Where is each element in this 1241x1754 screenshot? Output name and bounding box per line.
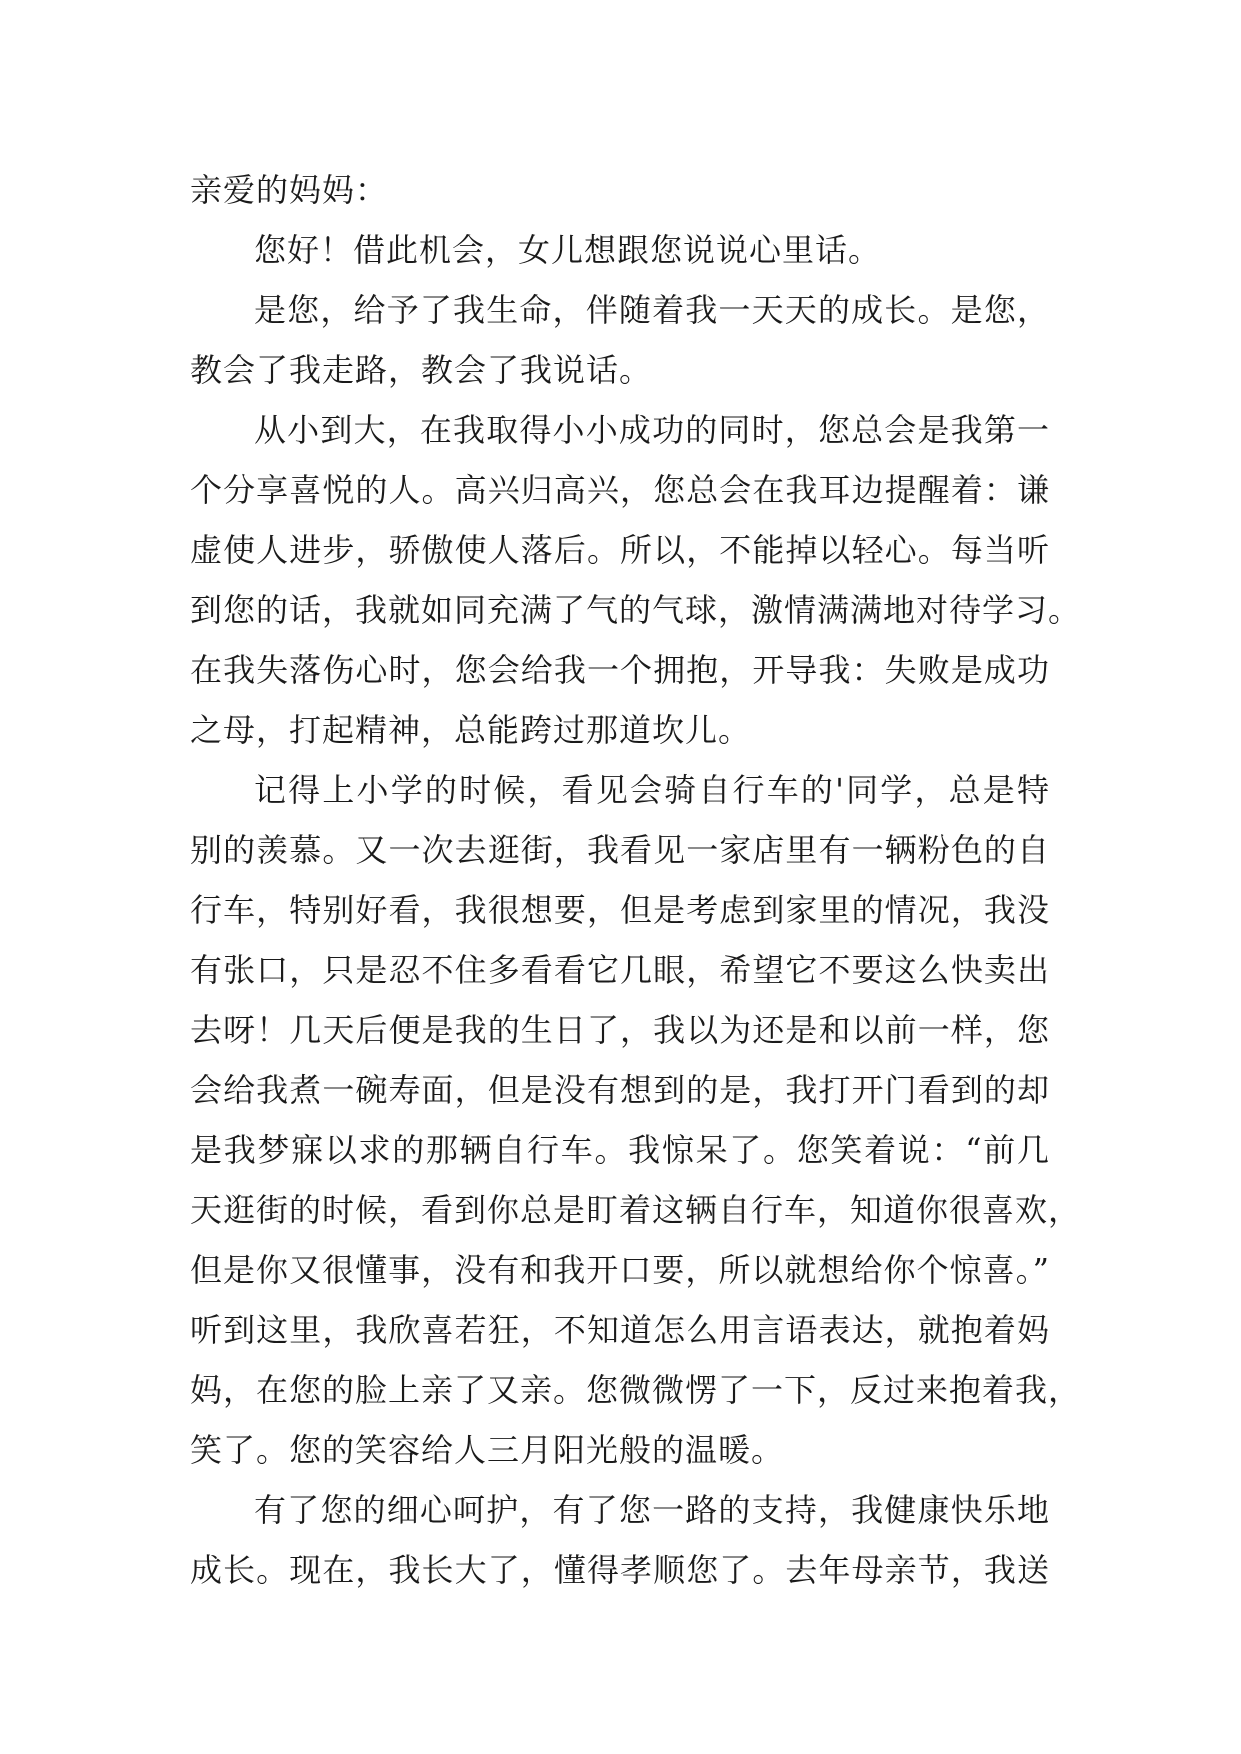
paragraph-4-line-9: 但是你又很懂事，没有和我开口要，所以就想给你个惊喜。” <box>190 1251 1050 1289</box>
paragraph-3-line-2: 个分享喜悦的人。高兴归高兴，您总会在我耳边提醒着：谦 <box>190 471 1050 509</box>
paragraph-4-line-2: 别的羡慕。又一次去逛街，我看见一家店里有一辆粉色的自 <box>190 831 1050 869</box>
paragraph-4-line-6: 会给我煮一碗寿面，但是没有想到的是，我打开门看到的却 <box>190 1071 1050 1109</box>
paragraph-4-line-11: 妈，在您的脸上亲了又亲。您微微愣了一下，反过来抱着我， <box>190 1371 1082 1409</box>
paragraph-1-line-1: 您好！借此机会，女儿想跟您说说心里话。 <box>254 231 882 269</box>
paragraph-3-line-4: 到您的话，我就如同充满了气的气球，激情满满地对待学习。 <box>190 591 1082 629</box>
paragraph-3-line-3: 虚使人进步，骄傲使人落后。所以，不能掉以轻心。每当听 <box>190 531 1050 569</box>
paragraph-3-line-5: 在我失落伤心时，您会给我一个拥抱，开导我：失败是成功 <box>190 651 1050 689</box>
paragraph-4-line-10: 听到这里，我欣喜若狂，不知道怎么用言语表达，就抱着妈 <box>190 1311 1050 1349</box>
paragraph-5-line-1: 有了您的细心呵护，有了您一路的支持，我健康快乐地 <box>254 1491 1050 1529</box>
letter-body <box>190 160 1082 1600</box>
paragraph-4-line-5: 去呀！几天后便是我的生日了，我以为还是和以前一样，您 <box>190 1011 1050 1049</box>
paragraph-4-line-12: 笑了。您的笑容给人三月阳光般的温暖。 <box>190 1431 785 1469</box>
paragraph-3-line-1: 从小到大，在我取得小小成功的同时，您总会是我第一 <box>254 411 1050 449</box>
paragraph-4-line-4: 有张口，只是忍不住多看看它几眼，希望它不要这么快卖出 <box>190 951 1050 989</box>
paragraph-5-line-2: 成长。现在，我长大了，懂得孝顺您了。去年母亲节，我送 <box>190 1551 1050 1589</box>
paragraph-4-line-7: 是我梦寐以求的那辆自行车。我惊呆了。您笑着说：“前几 <box>190 1131 1050 1169</box>
salutation: 亲爱的妈妈： <box>190 171 389 209</box>
paragraph-4-line-1: 记得上小学的时候，看见会骑自行车的'同学，总是特 <box>254 771 1050 809</box>
paragraph-2-line-2: 教会了我走路，教会了我说话。 <box>190 351 653 389</box>
paragraph-4-line-3: 行车，特别好看，我很想要，但是考虑到家里的情况，我没 <box>190 891 1050 929</box>
paragraph-4-line-8: 天逛街的时候，看到你总是盯着这辆自行车，知道你很喜欢， <box>190 1191 1082 1229</box>
paragraph-2-line-1: 是您，给予了我生命，伴随着我一天天的成长。是您， <box>254 291 1050 329</box>
paragraph-3-line-6: 之母，打起精神，总能跨过那道坎儿。 <box>190 711 752 749</box>
